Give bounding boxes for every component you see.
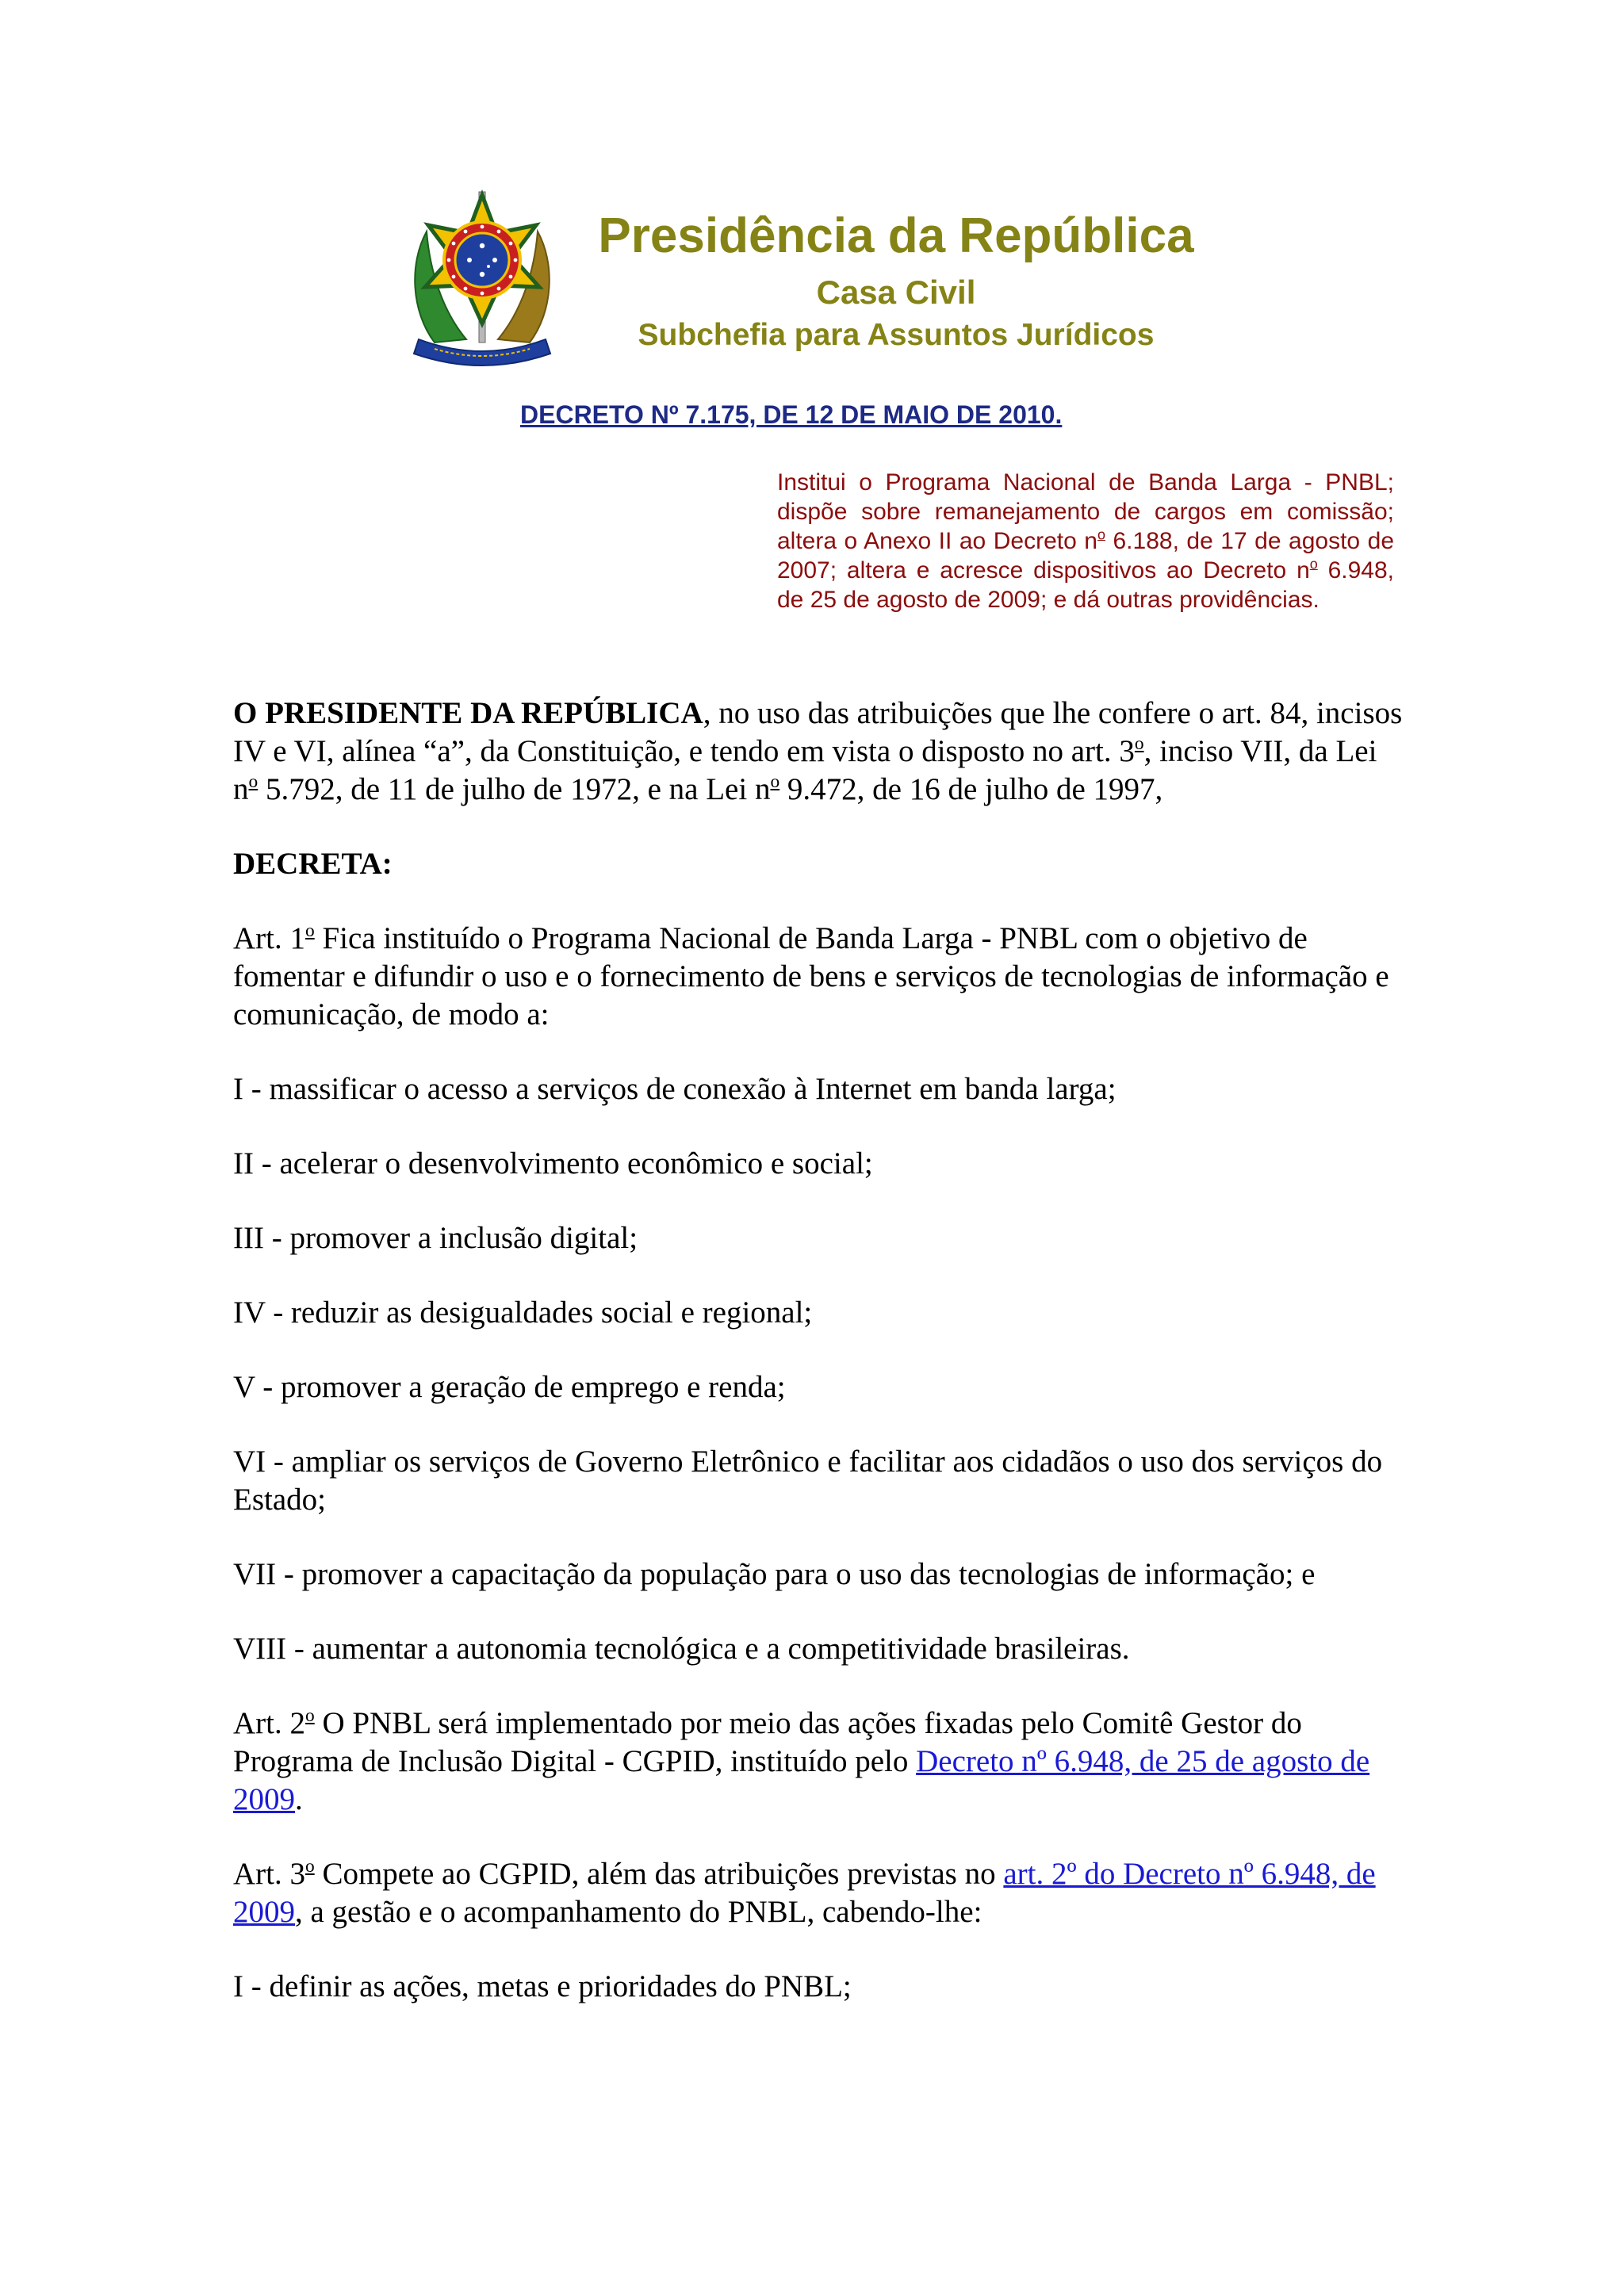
art-2-decreto-link[interactable]: art. 2º do Decreto nº 6.948, de 2009 [233,1857,1376,1929]
art-2-post: . [295,1782,303,1816]
header [571,205,1221,357]
decree-title-link[interactable]: DECRETO Nº 7.175, DE 12 DE MAIO DE 2010. [520,400,1063,429]
preamble-text-2: , inciso VII, da Lei n [233,734,1377,806]
art-1 [233,920,1404,1034]
inciso-item: IV - reduzir as desigualdades social e regional; [233,1295,813,1330]
art-1-label: Art. 1 [233,921,305,955]
ementa-text-2: 6.188, de 17 de agosto de 2007; altera e acresce dispositivos ao Decreto n [777,528,1394,584]
decreta-text: DECRETA: [233,847,393,881]
ementa-text-1: Institui o Programa Nacional de Banda Larga - PNBL; dispõe sobre remanejamento de cargos em comissão; altera o Anexo II ao Decreto n [777,469,1394,554]
header-title: Presidência da República [598,209,1194,263]
preamble-sup-2: o [248,771,259,792]
ementa [777,468,1394,614]
preamble-sup-1: o [1134,733,1144,754]
preamble-bold: O PRESIDENTE DA REPÚBLICA [233,696,703,730]
art-2-text: O PNBL será implementado por meio das ações fixadas pelo Comitê Gestor do Programa de Inclusão Digital - CGPID, instituído pelo [233,1706,1302,1778]
art-2-label: Art. 2 [233,1706,305,1740]
decreta-heading [233,845,1404,883]
header-subtitle2: Subchefia para Assuntos Jurídicos [638,318,1155,352]
preamble-text-3: 5.792, de 11 de julho de 1972, e na Lei n [258,772,771,806]
art-3-label: Art. 3 [233,1857,305,1891]
inciso-item: I - massificar o acesso a serviços de conexão à Internet em banda larga; [233,1072,1116,1106]
art-3-sup: o [305,1855,315,1877]
art-3-inciso-1: I - definir as ações, metas e prioridades do PNBL; [233,1969,852,2003]
inciso-item: VI - ampliar os serviços de Governo Eletrônico e facilitar aos cidadãos o uso dos serviços do Estado; [233,1445,1383,1517]
ementa-sup-1: o [1097,526,1105,543]
art-3-post: , a gestão e o acompanhamento do PNBL, cabendo-lhe: [295,1895,982,1929]
decreto-6948-link[interactable]: Decreto nº 6.948, de 25 de agosto de 2009 [233,1744,1370,1816]
inciso-item: V - promover a geração de emprego e renda; [233,1370,786,1404]
inciso-item: III - promover a inclusão digital; [233,1221,638,1255]
preamble-text-4: 9.472, de 16 de julho de 1997, [779,772,1163,806]
art-1-sup: o [305,920,315,941]
header-subtitle: Casa Civil [816,274,976,311]
art-3 [233,1855,1404,1931]
brazil-coat-of-arms-icon [403,184,561,368]
inciso-item: VII - promover a capacitação da população para o uso das tecnologias de informação; e [233,1557,1316,1591]
ementa-sup-2: o [1309,556,1318,572]
art-2-sup: o [305,1705,315,1726]
art-2 [233,1705,1404,1819]
art-1-text: Fica instituído o Programa Nacional de Banda Larga - PNBL com o objetivo de fomentar e difundir o uso e o fornecimento de bens e serviços de tecnologias de informação e comunicação, de modo a: [233,921,1389,1031]
preamble-sup-3: o [770,771,780,792]
decree-body [233,695,1404,2042]
inciso-item: VIII - aumentar a autonomia tecnológica e a competitividade brasileiras. [233,1632,1130,1666]
inciso-item: II - acelerar o desenvolvimento econômico e social; [233,1146,873,1181]
art-3-text: Compete ao CGPID, além das atribuições previstas no [314,1857,1004,1891]
preamble-text-1: , no uso das atribuições que lhe confere o art. 84, incisos IV e VI, alínea “a”, da Constituição, e tendo em vista o disposto no art. 3 [233,696,1403,768]
ementa-text-3: 6.948, de 25 de agosto de 2009; e dá outras providências. [777,557,1394,613]
preamble [233,695,1404,809]
